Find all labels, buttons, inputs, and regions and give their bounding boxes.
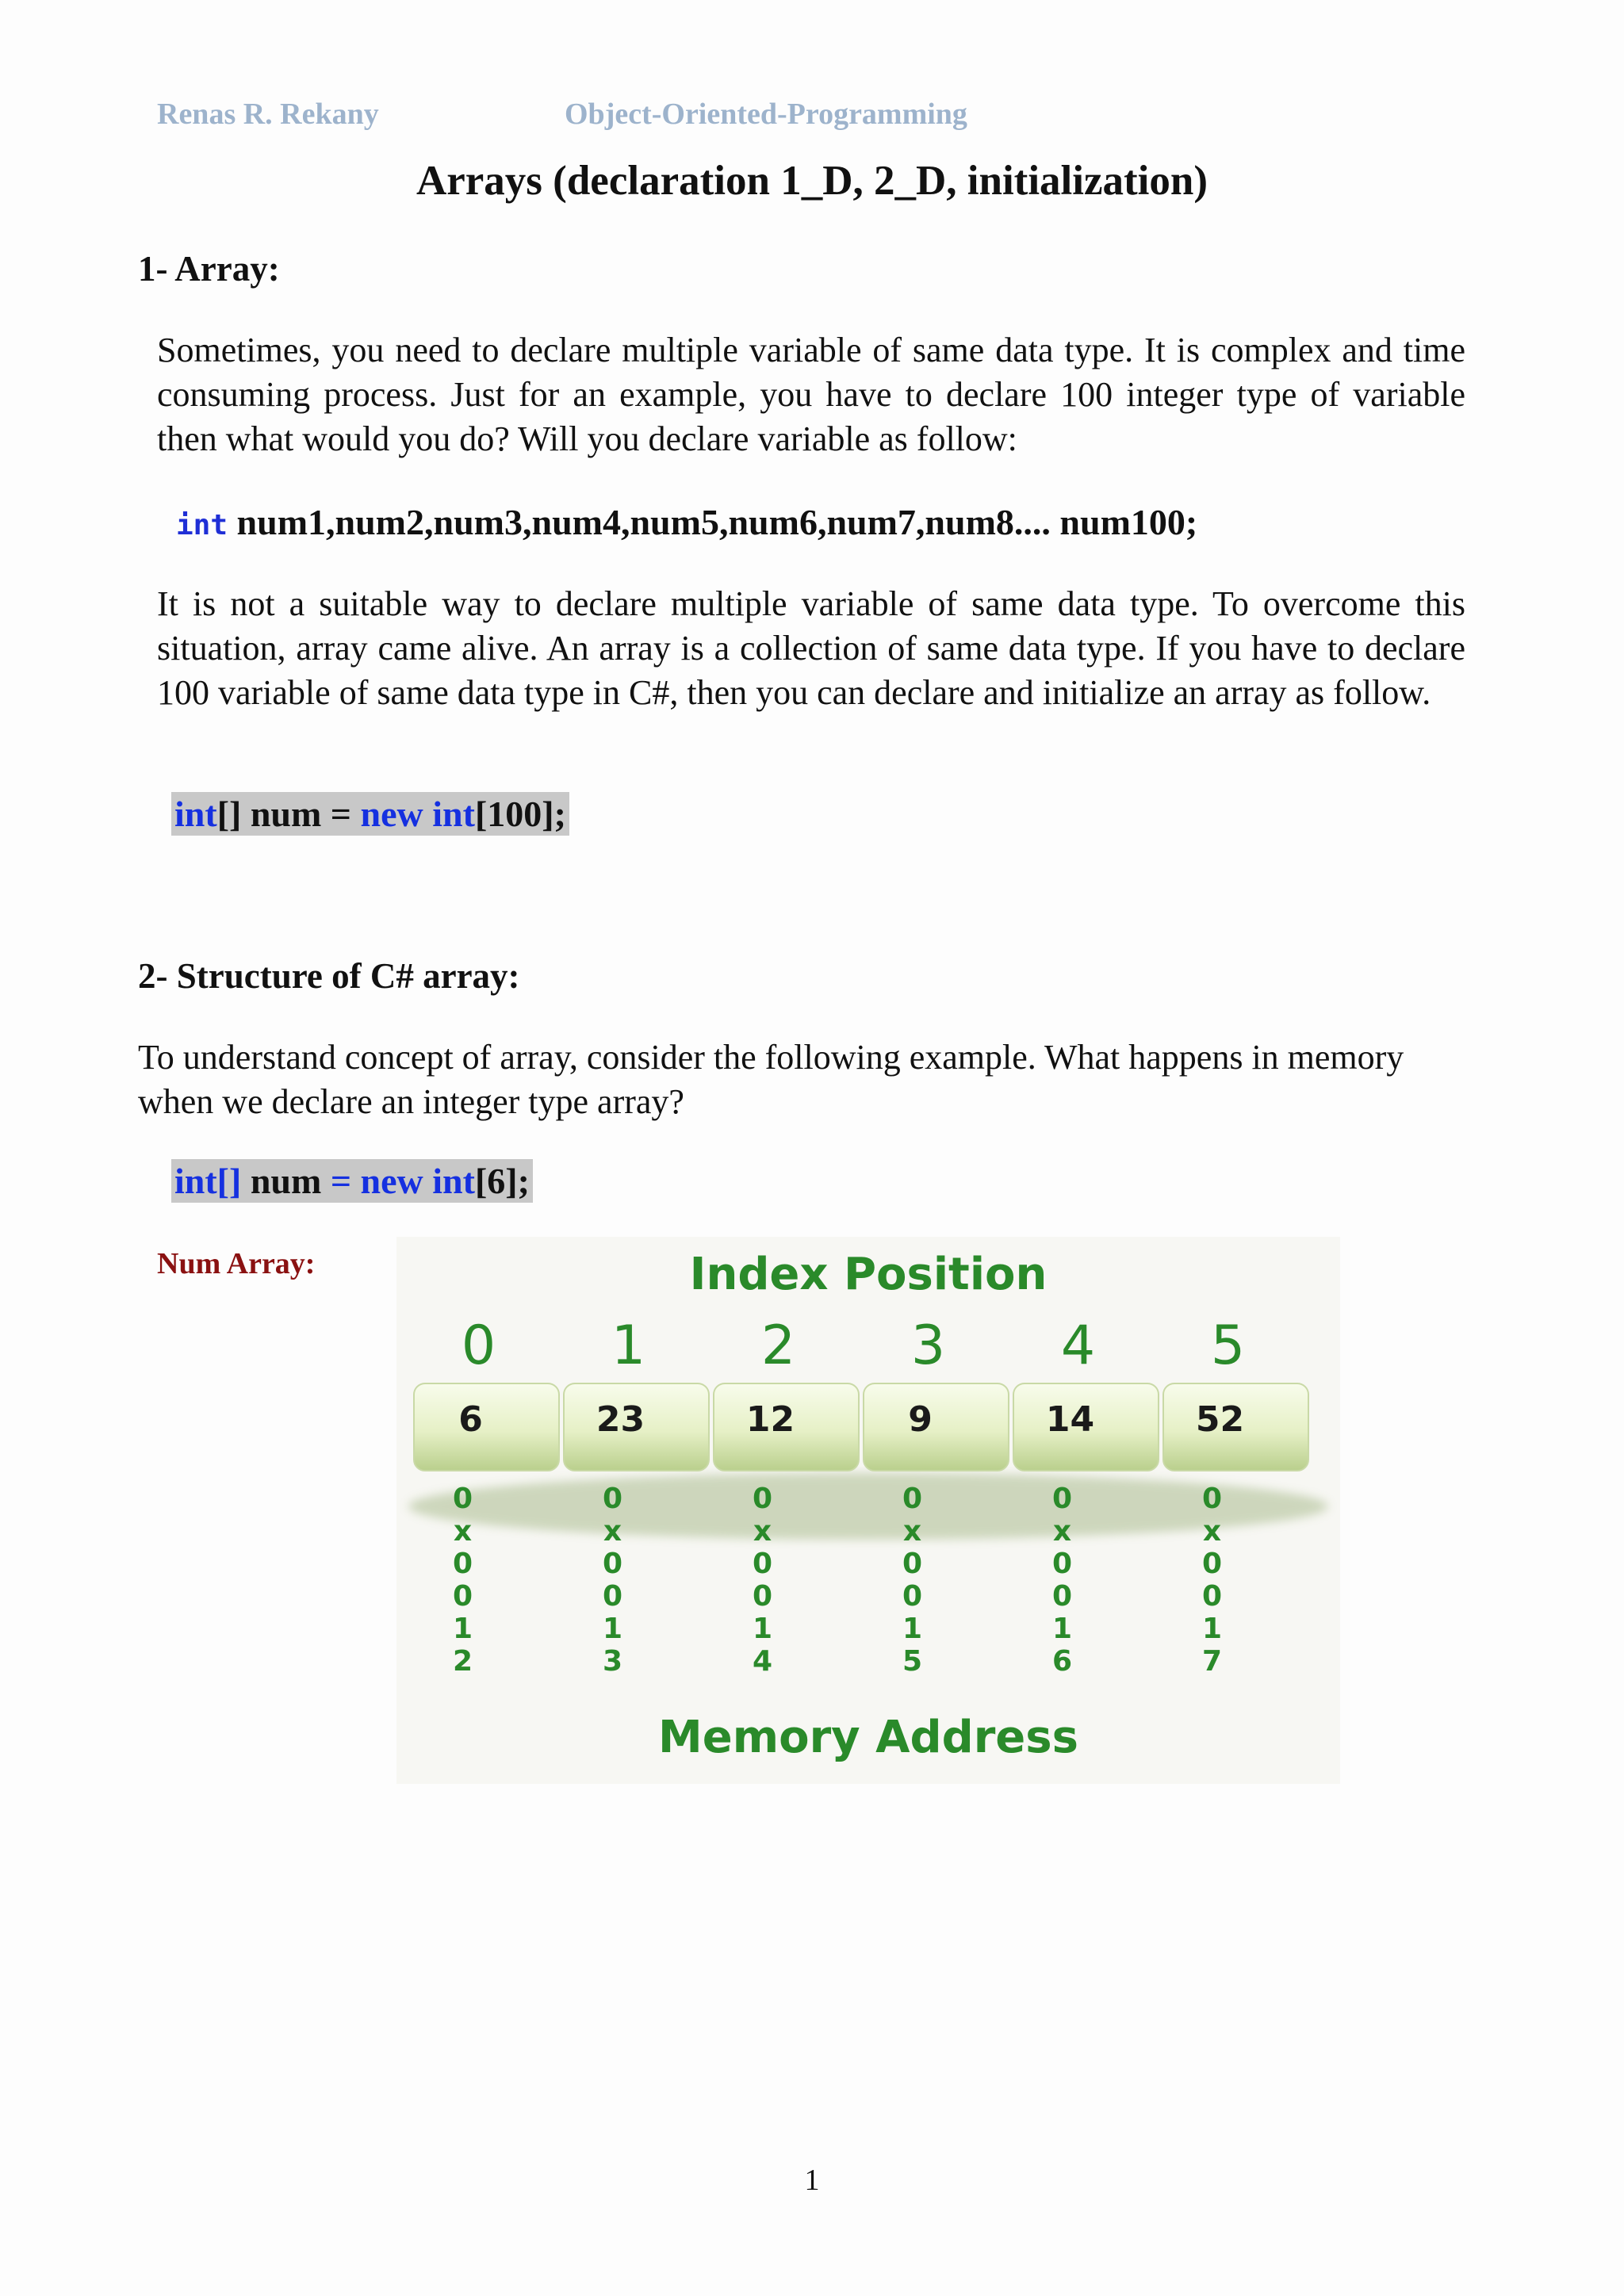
section1-paragraph-1: Sometimes, you need to declare multiple variable of same data type. It is complex and time consuming process. Just for an example, you have to declare 100 integer type of variable then what would you do? Will you declare variable as follow: bbox=[157, 331, 1465, 458]
index-label: 3 bbox=[910, 1314, 946, 1377]
array-value: 12 bbox=[745, 1399, 795, 1440]
array-memory-diagram bbox=[396, 1237, 1340, 1784]
memory-address-char: 0 bbox=[902, 1483, 923, 1515]
memory-address-char: 0 bbox=[1051, 1483, 1073, 1515]
array-value: 23 bbox=[596, 1399, 645, 1440]
memory-address-char: 1 bbox=[1201, 1613, 1223, 1645]
memory-address-char: 0 bbox=[1051, 1548, 1073, 1580]
section2-paragraph: To understand concept of array, consider the following example. What happens in memory when we declare an integer type array? bbox=[138, 1038, 1404, 1121]
section2-heading: 2- Structure of C# array: bbox=[138, 956, 520, 996]
section1-paragraph-2: It is not a suitable way to declare multiple variable of same data type. To overcome this situation, array came alive. An array is a collection of same data type. If you have to declare 100 variable of same data type in C#, then you can declare and initialize an array as follow. bbox=[157, 584, 1465, 712]
memory-address-title: Memory Address bbox=[658, 1712, 1078, 1763]
memory-address-char: 0 bbox=[1051, 1580, 1073, 1613]
index-label: 4 bbox=[1060, 1314, 1096, 1377]
memory-address-char: 1 bbox=[452, 1613, 473, 1645]
memory-address-char: 4 bbox=[752, 1645, 773, 1678]
page-number: 1 bbox=[804, 2164, 820, 2197]
memory-address-char: 2 bbox=[452, 1645, 473, 1678]
memory-address-char: x bbox=[1052, 1515, 1072, 1548]
memory-address-char: 0 bbox=[902, 1548, 923, 1580]
index-label: 1 bbox=[611, 1314, 646, 1377]
code-keyword: int bbox=[174, 794, 217, 834]
code-text: [6]; bbox=[474, 1161, 530, 1201]
memory-address-char: 3 bbox=[602, 1645, 623, 1678]
index-label: 0 bbox=[461, 1314, 496, 1377]
memory-address-char: 0 bbox=[1201, 1548, 1223, 1580]
code-text: num bbox=[241, 1161, 331, 1201]
memory-address-char: 0 bbox=[752, 1580, 773, 1613]
index-label: 5 bbox=[1210, 1314, 1246, 1377]
array-cell bbox=[864, 1383, 1009, 1471]
code-example-variables bbox=[176, 501, 1197, 543]
array-value: 14 bbox=[1045, 1399, 1095, 1440]
array-value: 52 bbox=[1195, 1399, 1245, 1440]
memory-address-char: 5 bbox=[902, 1645, 923, 1678]
memory-address-char: 0 bbox=[602, 1483, 623, 1515]
memory-address-char: 0 bbox=[752, 1483, 773, 1515]
memory-address-char: x bbox=[753, 1515, 772, 1548]
memory-address-char: 7 bbox=[1201, 1645, 1223, 1678]
memory-address-char: 0 bbox=[1201, 1483, 1223, 1515]
memory-address-char: 1 bbox=[602, 1613, 623, 1645]
code-keyword: new int bbox=[360, 794, 475, 834]
code-keyword: int[] bbox=[174, 1161, 242, 1201]
memory-address-char: 0 bbox=[902, 1580, 923, 1613]
code-example-array-100 bbox=[171, 793, 569, 835]
code-example-array-6 bbox=[171, 1160, 533, 1202]
memory-address-char: 1 bbox=[752, 1613, 773, 1645]
memory-address-char: 0 bbox=[452, 1548, 473, 1580]
memory-address-char: x bbox=[453, 1515, 473, 1548]
memory-address-char: 0 bbox=[752, 1548, 773, 1580]
code-keyword-int: int bbox=[176, 509, 228, 541]
array-cell bbox=[414, 1383, 559, 1471]
array-value: 9 bbox=[908, 1399, 933, 1440]
header-author: Renas R. Rekany bbox=[157, 98, 379, 131]
code-text: [100]; bbox=[474, 794, 566, 834]
array-value: 6 bbox=[458, 1399, 483, 1440]
memory-address-char: x bbox=[902, 1515, 922, 1548]
memory-address-char: 1 bbox=[1051, 1613, 1073, 1645]
code-keyword: = new int bbox=[330, 1161, 475, 1201]
memory-address-char: x bbox=[1202, 1515, 1222, 1548]
section1-heading: 1- Array: bbox=[138, 249, 280, 289]
memory-address-char: 6 bbox=[1051, 1645, 1073, 1678]
memory-address-char: 0 bbox=[452, 1580, 473, 1613]
code-text: [] num = bbox=[216, 794, 361, 834]
page-title: Arrays (declaration 1_D, 2_D, initialization) bbox=[416, 158, 1208, 204]
code-variable-list: num1,num2,num3,num4,num5,num6,num7,num8.... num100; bbox=[228, 502, 1198, 542]
memory-address-char: 1 bbox=[902, 1613, 923, 1645]
memory-address-char: 0 bbox=[602, 1548, 623, 1580]
memory-address-char: 0 bbox=[452, 1483, 473, 1515]
memory-address-char: 0 bbox=[602, 1580, 623, 1613]
index-label: 2 bbox=[760, 1314, 796, 1377]
num-array-label: Num Array: bbox=[157, 1247, 316, 1280]
memory-address-char: 0 bbox=[1201, 1580, 1223, 1613]
header-course: Object-Oriented-Programming bbox=[565, 98, 967, 131]
memory-address-char: x bbox=[603, 1515, 622, 1548]
index-position-title: Index Position bbox=[689, 1249, 1048, 1300]
